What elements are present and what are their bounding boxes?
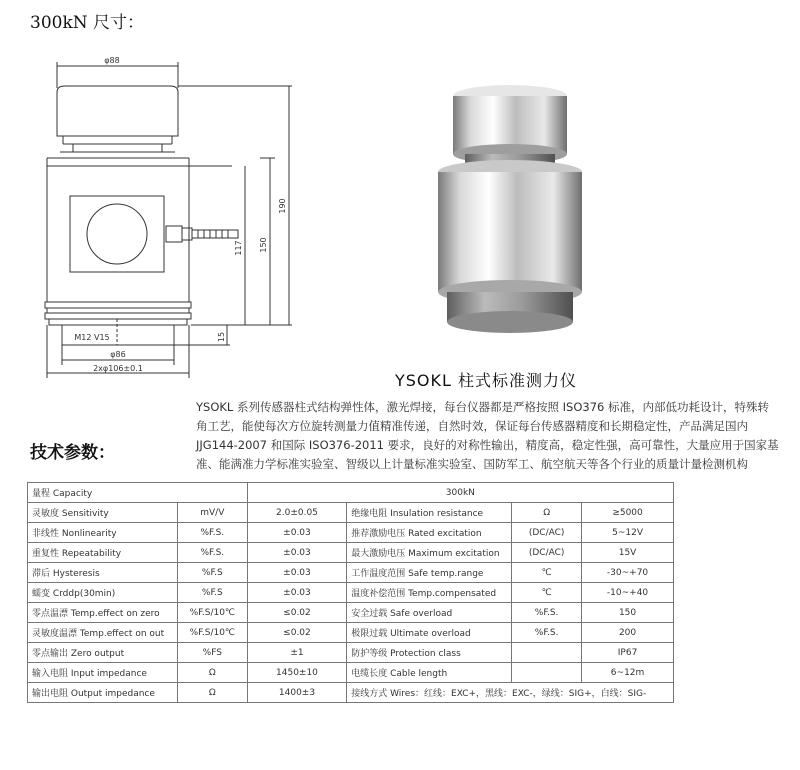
table-cell: 5~12V	[582, 523, 674, 543]
description-line: 准、能满准力学标准实验室、智级以上计量标准实验室、国防军工、航空航天等各个行业的质量计量检测机构	[196, 457, 748, 471]
table-cell: ≥5000	[582, 503, 674, 523]
table-cell: ±0.03	[247, 563, 346, 583]
table-row	[28, 483, 674, 503]
table-cell: (DC/AC)	[512, 523, 582, 543]
table-cell: ≤0.02	[247, 623, 346, 643]
table-cell: Ω	[177, 683, 247, 703]
description-line: YSOKL 系列传感器柱式结构弹性体，激光焊接，每台仪器都是严格按照 ISO376 标准，内部低功耗设计，特殊转	[196, 400, 769, 414]
table-cell: 输出电阻 Output impedance	[28, 683, 178, 703]
table-cell: ±1	[247, 643, 346, 663]
table-cell: 安全过载 Safe overload	[347, 603, 512, 623]
table-cell: -30~+70	[582, 563, 674, 583]
table-row	[28, 543, 674, 563]
table-cell: 灵敏度温漂 Temp.effect on out	[28, 623, 178, 643]
description-line: JJG144-2007 和国际 ISO376-2011 要求，良好的对称性输出，精度高，稳定性强，高可靠性，大量应用于国家基	[196, 438, 779, 452]
table-cell: mV/V	[177, 503, 247, 523]
table-cell: %F.S.	[512, 603, 582, 623]
table-cell: %F.S	[177, 583, 247, 603]
table-cell: IP67	[582, 643, 674, 663]
product-name: YSOKL 柱式标准测力仪	[395, 371, 578, 390]
table-row	[28, 503, 674, 523]
dim-190: 190	[278, 198, 287, 214]
table-cell: 最大激励电压 Maximum excitation	[347, 543, 512, 563]
table-row	[28, 563, 674, 583]
table-cell: (DC/AC)	[512, 543, 582, 563]
table-row	[28, 603, 674, 623]
description-line: 角工艺，能使每次方位旋转测量力值精准传递，自然时效，保证每台传感器精度和长期稳定性，产品满足国内	[196, 419, 748, 433]
capacity-value: 300kN	[247, 483, 673, 503]
table-cell: 防护等级 Protection class	[347, 643, 512, 663]
table-cell: 工作温度范围 Safe temp.range	[347, 563, 512, 583]
product-description	[196, 398, 786, 474]
dim-bottom-diameter: φ86	[110, 350, 126, 359]
table-cell	[512, 643, 582, 663]
table-cell: %FS	[177, 643, 247, 663]
table-cell: -10~+40	[582, 583, 674, 603]
table-cell: %F.S.	[177, 543, 247, 563]
table-cell: %F.S.	[177, 523, 247, 543]
table-cell: 输入电阻 Input impedance	[28, 663, 178, 683]
table-cell: %F.S/10℃	[177, 603, 247, 623]
table-cell: 绝缘电阻 Insulation resistance	[347, 503, 512, 523]
table-cell: 15V	[582, 543, 674, 563]
table-cell: 200	[582, 623, 674, 643]
table-cell: ≤0.02	[247, 603, 346, 623]
dimension-drawing	[0, 40, 330, 380]
table-cell: 滞后 Hysteresis	[28, 563, 178, 583]
table-cell: %F.S	[177, 563, 247, 583]
dim-117: 117	[234, 240, 243, 256]
table-cell: 灵敏度 Sensitivity	[28, 503, 178, 523]
dim-hole-spacing: 2xφ106±0.1	[93, 364, 143, 373]
table-cell: 蠕变 Crddp(30min)	[28, 583, 178, 603]
dim-150: 150	[259, 237, 268, 253]
table-cell: 6~12m	[582, 663, 674, 683]
table-cell: 150	[582, 603, 674, 623]
table-cell: ±0.03	[247, 543, 346, 563]
table-cell: 重复性 Repeatability	[28, 543, 178, 563]
specs-table	[27, 482, 674, 703]
table-row	[28, 583, 674, 603]
table-cell: 1400±3	[247, 683, 346, 703]
table-row	[28, 643, 674, 663]
table-cell: 温度补偿范围 Temp.compensated	[347, 583, 512, 603]
table-cell: %F.S/10℃	[177, 623, 247, 643]
table-cell	[512, 663, 582, 683]
table-cell: 零点温漂 Temp.effect on zero	[28, 603, 178, 623]
section-title-specs: 技术参数：	[30, 443, 115, 463]
capacity-label: 量程 Capacity	[28, 483, 248, 503]
table-cell: 非线性 Nonlinearity	[28, 523, 178, 543]
table-row	[28, 683, 674, 703]
table-cell: ℃	[512, 563, 582, 583]
table-cell: 1450±10	[247, 663, 346, 683]
table-cell: 电缆长度 Cable length	[347, 663, 512, 683]
table-row	[28, 523, 674, 543]
load-cell-photo	[425, 82, 595, 352]
table-cell: 极限过载 Ultimate overload	[347, 623, 512, 643]
thread-label: M12 V15	[74, 333, 110, 342]
section-title-dimensions: 300kN 尺寸：	[30, 13, 145, 33]
table-cell: ±0.03	[247, 583, 346, 603]
table-cell: 零点输出 Zero output	[28, 643, 178, 663]
table-cell: Ω	[177, 663, 247, 683]
table-cell: 2.0±0.05	[247, 503, 346, 523]
dim-15: 15	[217, 331, 226, 343]
table-cell: %F.S.	[512, 623, 582, 643]
table-cell: 推荐激励电压 Rated excitation	[347, 523, 512, 543]
table-cell: ±0.03	[247, 523, 346, 543]
dim-top-diameter: φ88	[104, 56, 120, 65]
table-cell: Ω	[512, 503, 582, 523]
table-cell: 接线方式 Wires：红线：EXC+，黑线：EXC-，绿线：SIG+，白线：SIG-	[347, 683, 674, 703]
table-row	[28, 623, 674, 643]
table-row	[28, 663, 674, 683]
table-cell: ℃	[512, 583, 582, 603]
